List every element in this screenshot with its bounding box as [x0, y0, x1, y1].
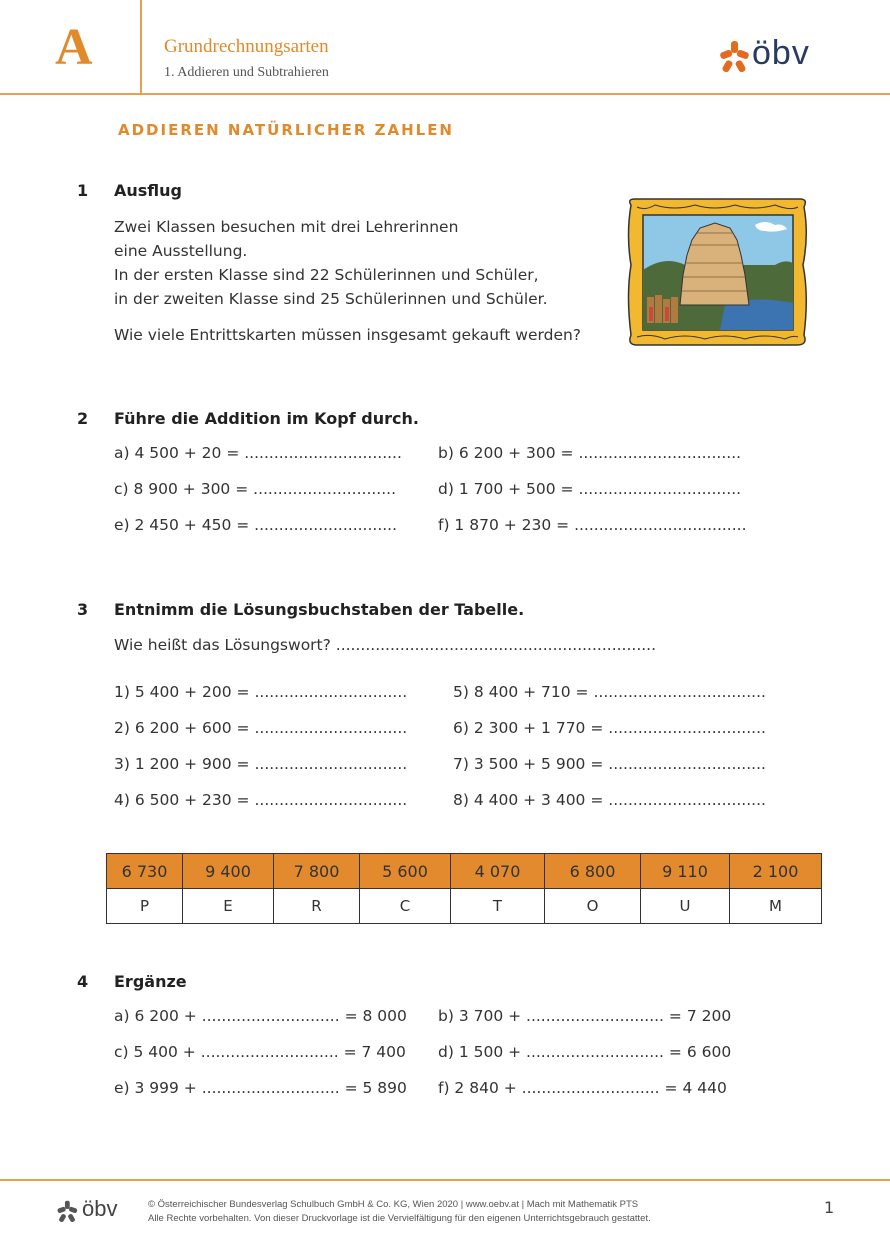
table-cell-number: 9 400	[183, 854, 274, 889]
task-3-item-3: 3) 1 200 + 900 = ...............................	[114, 755, 408, 773]
task-3-number: 3	[77, 600, 89, 619]
chapter-subtitle: 1. Addieren und Subtrahieren	[164, 65, 329, 80]
task-3-title: Entnimm die Lösungsbuchstaben der Tabelle.	[114, 600, 525, 619]
task-3-item-6: 6) 2 300 + 1 770 = ................................	[453, 719, 766, 737]
task-4-item-a: a) 6 200 + ............................ = 8 000	[114, 1007, 407, 1025]
task-2-item-b: b) 6 200 + 300 = .................................	[438, 444, 742, 462]
table-cell-letter: M	[730, 889, 822, 924]
task-3-item-2: 2) 6 200 + 600 = ...............................	[114, 719, 408, 737]
task-1-text	[114, 215, 548, 311]
oebv-logo-text: öbv	[752, 34, 810, 72]
task-2-item-d: d) 1 700 + 500 = .................................	[438, 480, 742, 498]
table-cell-number: 4 070	[451, 854, 545, 889]
task-3-item-1: 1) 5 400 + 200 = ...............................	[114, 683, 408, 701]
oebv-star-icon	[718, 40, 750, 72]
task-4-item-b: b) 3 700 + ............................ = 7 200	[438, 1007, 732, 1025]
table-cell-letter: E	[183, 889, 274, 924]
task-4-item-f: f) 2 840 + ............................ = 4 440	[438, 1079, 727, 1097]
task-1-question: Wie viele Entrittskarten müssen insgesamt gekauft werden?	[114, 326, 582, 344]
table-cell-number: 7 800	[274, 854, 360, 889]
table-cell-letter: P	[107, 889, 183, 924]
solution-table	[106, 853, 822, 924]
table-cell-letter: C	[360, 889, 451, 924]
task-3-item-7: 7) 3 500 + 5 900 = ................................	[453, 755, 766, 773]
footer-logo-text: öbv	[82, 1196, 118, 1221]
solution-table-letters-row	[107, 889, 822, 924]
table-cell-number: 2 100	[730, 854, 822, 889]
task-1-title: Ausflug	[114, 181, 182, 200]
page-number: 1	[824, 1198, 835, 1217]
task-1-number: 1	[77, 181, 89, 200]
oebv-footer-star-icon	[56, 1200, 78, 1222]
table-cell-letter: R	[274, 889, 360, 924]
task-2-item-a: a) 4 500 + 20 = ................................	[114, 444, 402, 462]
table-cell-number: 6 730	[107, 854, 183, 889]
table-cell-letter: T	[451, 889, 545, 924]
solution-table-numbers-row	[107, 854, 822, 889]
task-4-title: Ergänze	[114, 972, 187, 991]
table-cell-number: 5 600	[360, 854, 451, 889]
footer-rights: Alle Rechte vorbehalten. Von dieser Druckvorlage ist die Vervielfältigung für den eigenen Unterrichtsgebrauch gestattet.	[148, 1213, 651, 1224]
task-1-line: eine Ausstellung.	[114, 242, 248, 260]
task-2-item-c: c) 8 900 + 300 = .............................	[114, 480, 397, 498]
header-divider-vertical	[140, 0, 142, 94]
table-cell-number: 6 800	[545, 854, 641, 889]
chapter-title: Grundrechnungsarten	[164, 36, 329, 57]
task-2-item-e: e) 2 450 + 450 = .............................	[114, 516, 398, 534]
header-divider-horizontal	[0, 93, 890, 95]
babel-painting-illustration	[625, 195, 810, 350]
footer-copyright: © Österreichischer Bundesverlag Schulbuch GmbH & Co. KG, Wien 2020 | www.oebv.at | Mach mit Mathematik PTS	[148, 1199, 639, 1210]
task-3-item-8: 8) 4 400 + 3 400 = ................................	[453, 791, 766, 809]
task-3-item-5: 5) 8 400 + 710 = ...................................	[453, 683, 766, 701]
task-3-item-4: 4) 6 500 + 230 = ...............................	[114, 791, 408, 809]
task-2-title: Führe die Addition im Kopf durch.	[114, 409, 419, 428]
table-cell-letter: O	[545, 889, 641, 924]
task-1-line: In der ersten Klasse sind 22 Schülerinnen und Schüler,	[114, 266, 539, 284]
task-4-number: 4	[77, 972, 89, 991]
table-cell-number: 9 110	[641, 854, 730, 889]
chapter-letter: A	[55, 19, 93, 76]
task-1-line: in der zweiten Klasse sind 25 Schülerinnen und Schüler.	[114, 290, 548, 308]
task-4-item-d: d) 1 500 + ............................ = 6 600	[438, 1043, 732, 1061]
task-3-question: Wie heißt das Lösungswort? .................................................................	[114, 636, 657, 654]
task-1-line: Zwei Klassen besuchen mit drei Lehrerinnen	[114, 218, 459, 236]
task-2-item-f: f) 1 870 + 230 = ...................................	[438, 516, 747, 534]
task-4-item-e: e) 3 999 + ............................ = 5 890	[114, 1079, 407, 1097]
task-4-item-c: c) 5 400 + ............................ = 7 400	[114, 1043, 406, 1061]
section-title: ADDIEREN NATÜRLICHER ZAHLEN	[118, 121, 454, 139]
task-2-number: 2	[77, 409, 89, 428]
table-cell-letter: U	[641, 889, 730, 924]
footer-divider	[0, 1179, 890, 1181]
